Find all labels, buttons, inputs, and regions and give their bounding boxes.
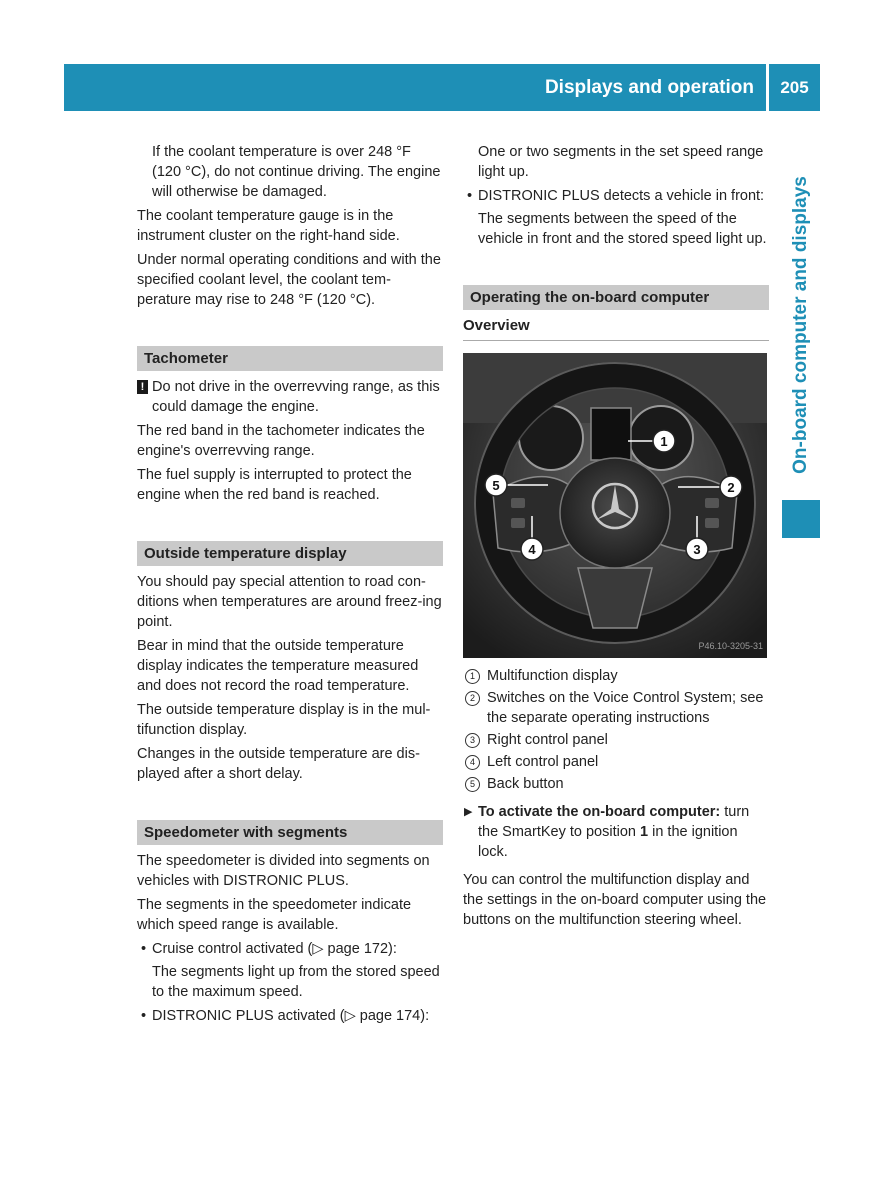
side-tab-label: On-board computer and displays [790,176,811,474]
callout-5: 5 [492,478,500,493]
distronic-detects-text: The segments between the speed of the vehicle in front and the stored speed light up. [478,211,767,247]
page-number: 205 [780,78,809,97]
side-tab-marker [782,500,820,538]
callout-1: 1 [660,434,668,449]
photo-code: P46.10-3205-31 [698,641,763,651]
legend-item-left-control-panel [463,752,769,772]
legend-number: 4 [465,755,480,770]
legend-text: Right control panel [487,732,608,748]
legend-item-right-control-panel [463,730,769,750]
outside-temp-paragraph-4: Changes in the outside temperature are dis-played after a short delay. [137,746,420,782]
callout-4: 4 [528,542,536,557]
tachometer-paragraph-1: The red band in the tachometer indicates the engine's overrevving range. [137,423,425,459]
activate-obc-instruction [463,802,769,862]
action-arrow-icon: ▶ [464,806,473,818]
legend-text: Left control panel [487,754,599,770]
action-text-1: turn the SmartKey to position [478,804,750,840]
segments-continued-text: One or two segments in the set speed range light up. [478,144,764,180]
callout-3: 3 [693,542,701,557]
header-bar [64,64,766,111]
legend-item-multifunction-display [463,666,769,686]
action-position: 1 [640,824,649,840]
legend-text: Back button [487,776,564,792]
outside-temp-paragraph-2: Bear in mind that the outside temperature display indicates the temperature measured and does not record the road temperature. [137,638,419,694]
legend-number: 5 [465,777,480,792]
distronic-activated-bullet: • DISTRONIC PLUS activated (▷ page 174): [137,1006,443,1026]
outside-temp-heading: Outside temperature display [137,541,443,566]
legend-number: 1 [465,669,480,684]
obc-heading: Operating the on-board computer [463,285,769,310]
legend-number: 3 [465,733,480,748]
legend-item-voice-control [463,688,769,728]
cruise-control-text: The segments light up from the stored speed to the maximum speed. [152,964,440,1000]
outside-temp-paragraph-1: You should pay special attention to road con-ditions when temperatures are around freez-ing point. [137,574,442,630]
closing-paragraph: You can control the multifunction display and the settings in the on-board computer using the buttons on the multifunction steering wheel. [463,872,767,928]
legend-text: Switches on the Voice Control System; see the separate operating instructions [487,690,764,726]
page-number-box [769,64,820,111]
tachometer-paragraph-2: The fuel supply is interrupted to protect the engine when the red band is reached. [137,467,412,503]
warning-icon: ! [137,380,148,394]
legend-number: 2 [465,691,480,706]
legend-text: Multifunction display [487,668,618,684]
action-bold: To activate the on-board computer: [478,804,721,820]
coolant-paragraph-1: The coolant temperature gauge is in the instrument cluster on the right-hand side. [137,208,400,244]
tachometer-warning [137,377,443,417]
side-tab-label-wrap [780,155,822,495]
header-title: Displays and operation [544,77,754,98]
tachometer-heading: Tachometer [137,346,443,371]
action-text-2: in the ignition lock. [478,824,738,860]
left-column [137,142,443,1029]
legend-item-back-button [463,774,769,794]
callout-2: 2 [727,480,735,495]
steering-wheel-photo [463,353,767,658]
cruise-control-bullet: • Cruise control activated (▷ page 172): [137,939,443,959]
outside-temp-paragraph-3: The outside temperature display is in the mul-tifunction display. [137,702,431,738]
overview-subheading: Overview [463,316,769,341]
speedometer-paragraph-1: The speedometer is divided into segments on vehicles with DISTRONIC PLUS. [137,853,430,889]
distronic-detects-bullet: • DISTRONIC PLUS detects a vehicle in front: [463,186,769,206]
speedometer-heading: Speedometer with segments [137,820,443,845]
speedometer-paragraph-2: The segments in the speedometer indicate which speed range is available. [137,897,412,933]
tachometer-warning-text: Do not drive in the overrevving range, as this could damage the engine. [152,379,440,415]
right-column [463,142,769,934]
coolant-paragraph-2: Under normal operating conditions and with the specified coolant level, the coolant tem-perature may rise to 248 °F (120 °C). [137,252,441,308]
coolant-warning: If the coolant temperature is over 248 °F (120 °C), do not continue driving. The engine will otherwise be damaged. [152,144,441,200]
